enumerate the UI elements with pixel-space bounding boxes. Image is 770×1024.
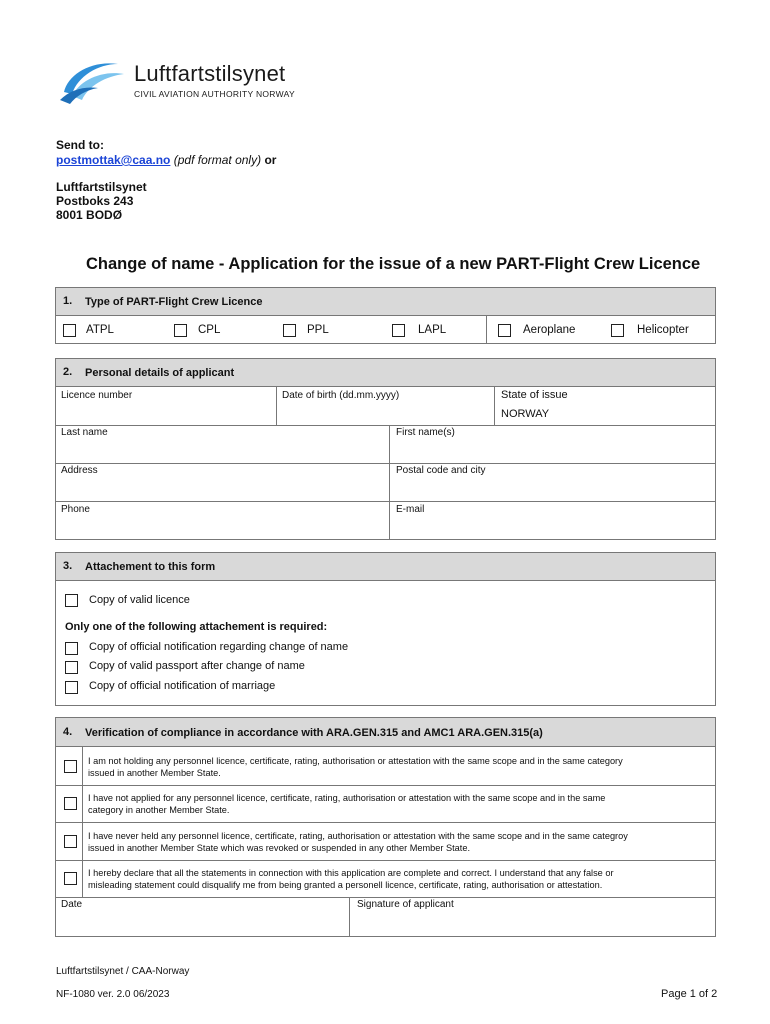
checkbox-marriage-notification[interactable] (65, 681, 78, 694)
statement-3-line-2: issued in another Member State which was revoked or suspended in any other Member State. (88, 843, 470, 853)
checkbox-helicopter[interactable] (611, 324, 624, 337)
address-line-1: Luftfartstilsynet (56, 180, 147, 194)
email-field[interactable] (392, 516, 713, 538)
section-title: Attachement to this form (85, 561, 216, 573)
caa-logo (58, 56, 318, 106)
checkbox-statement-4[interactable] (64, 872, 77, 885)
section-number: 4. (63, 726, 73, 738)
email-label: E-mail (396, 504, 425, 515)
statement-3-line-1: I have never held any personnel licence, certificate, rating, authorisation or attestation with the same scope and in the same categroy (88, 831, 628, 841)
date-label: Date (61, 899, 83, 910)
licence-number-label: Licence number (61, 390, 133, 401)
statement-3 (88, 830, 628, 854)
postal-code-label: Postal code and city (396, 465, 486, 476)
section-personal-details (55, 358, 716, 540)
state-of-issue-value: NORWAY (501, 408, 550, 420)
address-line-2: Postboks 243 (56, 194, 134, 208)
name-change-notification-label: Copy of official notification regarding change of name (89, 641, 349, 653)
checkbox-name-change-notification[interactable] (65, 642, 78, 655)
address-label: Address (61, 465, 98, 476)
checkbox-cpl[interactable] (174, 324, 187, 337)
checkbox-statement-3[interactable] (64, 835, 77, 848)
statement-1-line-2: issued in another Member State. (88, 768, 221, 778)
page-number: Page 1 of 2 (661, 988, 718, 1000)
logo-subtitle: CIVIL AVIATION AUTHORITY NORWAY (134, 89, 295, 99)
option-aeroplane: Aeroplane (523, 324, 576, 336)
first-name-label: First name(s) (396, 427, 455, 438)
first-name-field[interactable] (392, 439, 713, 461)
checkbox-copy-licence[interactable] (65, 594, 78, 607)
option-ppl: PPL (307, 324, 329, 336)
logo-name: Luftfartstilsynet (134, 61, 286, 86)
statement-1 (88, 755, 623, 779)
option-atpl: ATPL (86, 324, 114, 336)
footer-org: Luftfartstilsynet / CAA-Norway (56, 966, 190, 977)
section-header (56, 718, 715, 747)
section-attachments (55, 552, 716, 706)
section-header (56, 553, 715, 581)
date-field[interactable] (58, 911, 346, 935)
statement-4-line-2: misleading statement could disqualify me from being granted a personell licence, certificate, rating, authorisation or attestation. (88, 880, 603, 890)
statement-4 (88, 867, 614, 891)
section-title: Personal details of applicant (85, 367, 235, 379)
option-cpl: CPL (198, 324, 221, 336)
phone-field[interactable] (58, 516, 386, 538)
section-header (56, 359, 715, 387)
email-or: or (264, 153, 277, 167)
email-link[interactable]: postmottak@caa.no (56, 153, 171, 167)
checkbox-lapl[interactable] (392, 324, 405, 337)
option-lapl: LAPL (418, 324, 447, 336)
checkbox-passport[interactable] (65, 661, 78, 674)
dob-label: Date of birth (dd.mm.yyyy) (282, 390, 400, 401)
address-field[interactable] (58, 477, 386, 499)
checkbox-statement-1[interactable] (64, 760, 77, 773)
last-name-field[interactable] (58, 439, 386, 461)
section-number: 3. (63, 560, 73, 572)
statement-1-line-1: I am not holding any personnel licence, certificate, rating, authorisation or attestation with the same scope and in the same category (88, 756, 623, 766)
send-to-label: Send to: (56, 138, 104, 152)
statement-4-line-1: I hereby declare that all the statements in connection with this application are complete and correct. I understand that any false or (88, 868, 614, 878)
address-line-3: 8001 BODØ (56, 208, 123, 222)
postal-code-field[interactable] (392, 477, 713, 499)
state-of-issue-label: State of issue (501, 389, 568, 401)
statement-2 (88, 792, 605, 816)
checkbox-ppl[interactable] (283, 324, 296, 337)
statement-2-line-2: category in another Member State. (88, 805, 230, 815)
email-note: (pdf format only) (173, 153, 262, 167)
signature-field[interactable] (352, 911, 713, 935)
only-one-label: Only one of the following attachement is required: (65, 621, 328, 633)
section-number: 2. (63, 366, 73, 378)
phone-label: Phone (61, 504, 90, 515)
marriage-notification-label: Copy of official notification of marriage (89, 680, 276, 692)
copy-licence-label: Copy of valid licence (89, 594, 190, 606)
section-header (56, 288, 715, 316)
checkbox-aeroplane[interactable] (498, 324, 511, 337)
last-name-label: Last name (61, 427, 108, 438)
section-number: 1. (63, 295, 73, 307)
section-verification (55, 717, 716, 937)
section-title: Type of PART-Flight Crew Licence (85, 296, 263, 308)
passport-label: Copy of valid passport after change of name (89, 660, 305, 672)
option-helicopter: Helicopter (637, 324, 689, 336)
section-title: Verification of compliance in accordance with ARA.GEN.315 and AMC1 ARA.GEN.315(a) (85, 727, 543, 739)
logo-swoosh-icon (58, 56, 130, 106)
page-title: Change of name - Application for the issue of a new PART-Flight Crew Licence (86, 255, 701, 273)
licence-number-field[interactable] (58, 403, 274, 423)
email-line (56, 153, 276, 167)
footer-version: NF-1080 ver. 2.0 06/2023 (56, 989, 170, 1000)
checkbox-atpl[interactable] (63, 324, 76, 337)
statement-2-line-1: I have not applied for any personnel licence, certificate, rating, authorisation or attestation with the same scope and in the same (88, 793, 606, 803)
checkbox-statement-2[interactable] (64, 797, 77, 810)
section-licence-type (55, 287, 716, 344)
signature-label: Signature of applicant (357, 899, 454, 910)
dob-field[interactable] (279, 403, 492, 423)
